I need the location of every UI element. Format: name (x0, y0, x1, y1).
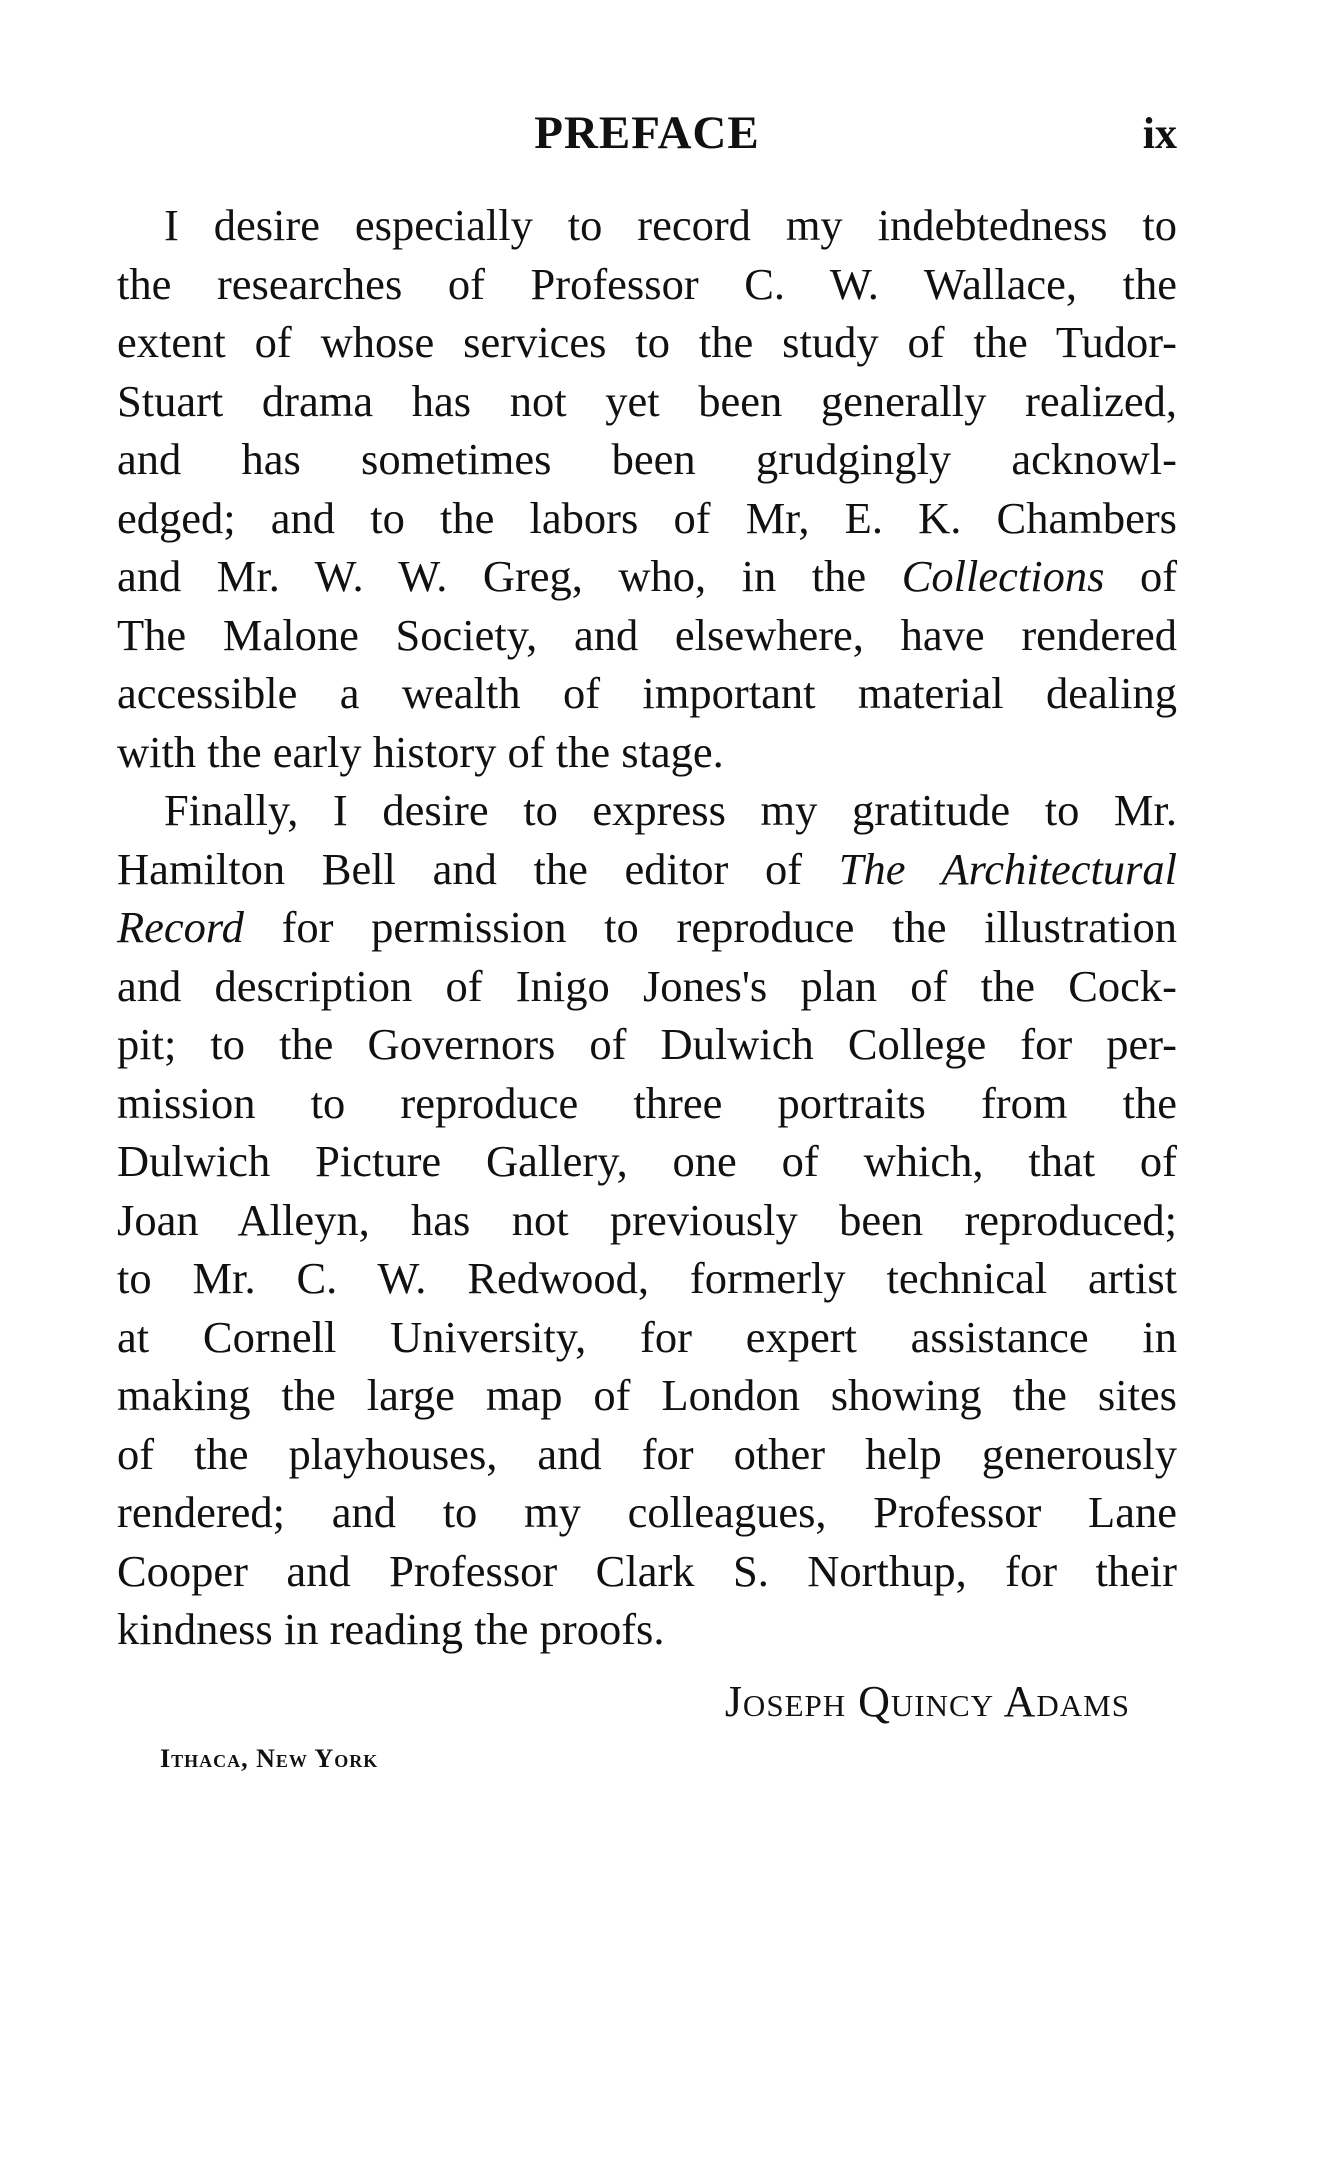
author-signature: Joseph Quincy Adams (724, 1677, 1130, 1726)
text-line: rendered; and to my colleagues, Professor Lane (117, 1487, 1177, 1537)
text-line: Dulwich Picture Gallery, one of which, that of (117, 1136, 1177, 1186)
text-line: extent of whose services to the study of the Tudor- (117, 317, 1177, 367)
text-line (117, 547, 1177, 606)
italic-title: The Architectural (838, 843, 1178, 894)
text-line: accessible a wealth of important material dealing (117, 668, 1177, 718)
italic-title: Collections (901, 551, 1105, 601)
text-line: I desire especially to record my indebtedness to (164, 200, 1177, 250)
italic-title: Record (117, 902, 244, 952)
text-line: mission to reproduce three portraits from the (117, 1077, 1177, 1128)
running-head: PREFACE (534, 107, 760, 159)
text-fragment: of (1139, 551, 1178, 601)
text-line: Finally, I desire to express my gratitude to Mr. (164, 785, 1177, 835)
text-line: Cooper and Professor Clark S. Northup, for their (117, 1545, 1177, 1596)
text-line: kindness in reading the proofs. (117, 1604, 665, 1654)
text-line: and has sometimes been grudgingly acknowl- (117, 434, 1177, 484)
text-line (117, 840, 1177, 899)
text-fragment: for permission to reproduce the illustration (281, 902, 1178, 952)
text-line: pit; to the Governors of Dulwich College for per- (117, 1019, 1177, 1069)
page-number: ix (1142, 109, 1177, 158)
page-header (117, 106, 1177, 166)
text-line (117, 898, 1177, 957)
text-line: at Cornell University, for expert assistance in (117, 1311, 1177, 1362)
text-line: and description of Inigo Jones's plan of the Cock- (117, 960, 1177, 1011)
place-line: Ithaca, New York (160, 1744, 379, 1773)
text-line: the researches of Professor C. W. Wallace, the (117, 258, 1177, 309)
text-line: with the early history of the stage. (117, 726, 724, 777)
text-line: making the large map of London showing the sites (117, 1370, 1177, 1420)
text-line: Stuart drama has not yet been generally realized, (117, 375, 1177, 426)
text-line: Joan Alleyn, has not previously been reproduced; (117, 1194, 1177, 1245)
body-text (117, 196, 1177, 1659)
text-line: The Malone Society, and elsewhere, have rendered (117, 609, 1177, 660)
text-fragment: Hamilton Bell and the editor of (117, 843, 803, 894)
text-line: to Mr. C. W. Redwood, formerly technical artist (117, 1253, 1177, 1303)
text-line: of the playhouses, and for other help generously (117, 1428, 1177, 1479)
text-line: edged; and to the labors of Mr, E. K. Chambers (117, 492, 1177, 543)
text-fragment: and Mr. W. W. Greg, who, in the (117, 551, 867, 601)
